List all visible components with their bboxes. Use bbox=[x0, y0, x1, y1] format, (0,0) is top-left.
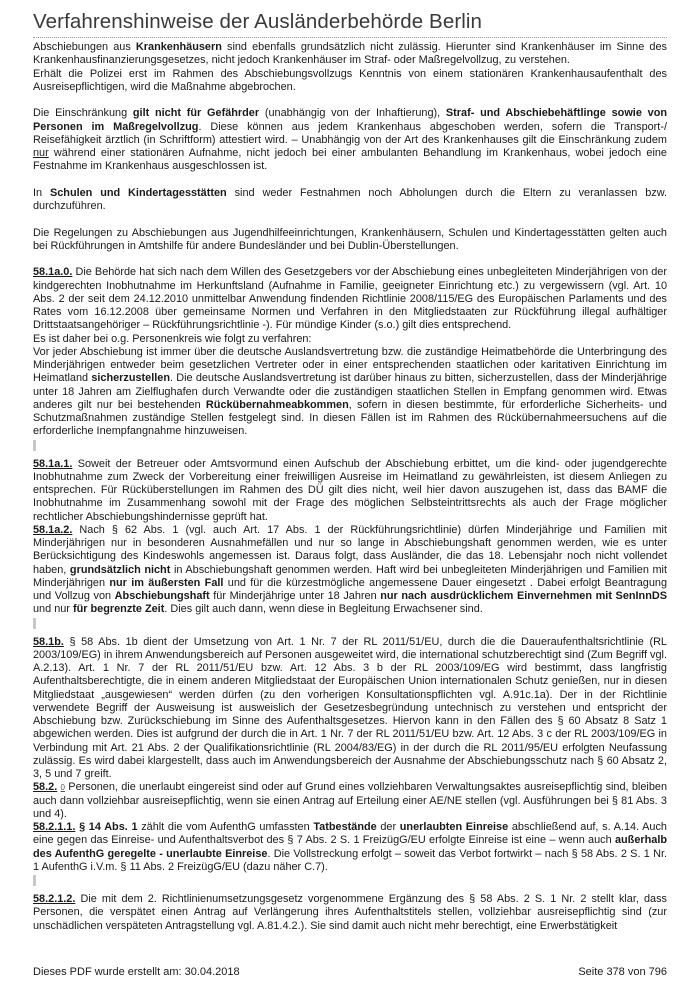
bold-text: gilt nicht für Gefährder bbox=[132, 107, 260, 120]
section-number: 58.2.1.2. bbox=[33, 893, 76, 905]
text-run: abschließend auf, s. A.14. Auch eine gegen das Einreise- und Aufenthaltsverbot des § 7 Abs. 2 S. 1 FreizügG/EU erfolgte Einreise ist eine – wenn auch bbox=[33, 821, 667, 847]
text-run: und nur bbox=[33, 603, 73, 616]
text-run: , sofern in diesen bestimmte, für erforderliche Sicherheits- und Schutzmaßnahmen zuständige Stellen festgelegt sind. In diesen Fällen ist im Rahmen des Rückübernahmeersuchens auf die erforderliche Inempfangnahme hinzuweisen. bbox=[33, 398, 667, 438]
bold-text: Abschiebungshaft bbox=[114, 590, 210, 602]
margin-marker bbox=[33, 618, 36, 629]
text-run: Die Behörde hat sich nach dem Willen des Gesetzgebers vor der Abschiebung eines unbegleiteten Minderjährigen von der kindgerechten Inobhutnahme im Herkunftsland (Aufnahme in Familie, geeigneter Einrichtung etc.) zu vergewissern (vgl. Art. 10 Abs. 2 der seit dem 24.12.2010 unmittelbar Anwendung findenden Richtlinie 2008/115/EG des Europäischen Parlaments und des Rates vom 16.12.2008 über gemeinsame Normen und Verfahren in den Mitgliedstaaten zur Rückführung illegal aufhältiger Drittstaatsangehöriger – Rückführungsrichtlinie -). Für mündige Kinder (s.o.) gilt dies entsprechend. bbox=[33, 266, 667, 332]
section-58-2-1-2 bbox=[33, 893, 667, 933]
text-run: Die Einschränkung bbox=[33, 107, 133, 120]
footer-created-date: Dieses PDF wurde erstellt am: 30.04.2018 bbox=[33, 966, 240, 978]
text-run: (unabhängig von der Inhaftierung), bbox=[259, 107, 446, 120]
text-run: sind weder Festnahmen noch Abholungen durch die Eltern zu veranlassen bzw. durchzuführen. bbox=[33, 186, 667, 212]
margin-marker bbox=[33, 875, 36, 886]
text-run: zählt die vom AufenthG umfassten bbox=[137, 821, 314, 833]
bold-text: sicherzustellen bbox=[91, 372, 170, 385]
text-run: der bbox=[376, 821, 400, 833]
title-divider bbox=[33, 37, 667, 38]
bold-text: Straf- und Abschiebehäftlinge sowie von Personen im Maßregelvollzug bbox=[33, 107, 667, 133]
text-run: Es ist daher bei o.g. Personenkreis wie folgt zu verfahren: bbox=[33, 332, 312, 345]
section-number: 58.2.1.1. bbox=[33, 821, 76, 833]
text-run: Die Regelungen zu Abschiebungen aus Jugendhilfeeinrichtungen, Krankenhäusern, Schulen und Kindertagesstätten gelten auch bei Rückführungen in Amtshilfe für andere Bundesländer und bei Dublin-Überstellungen. bbox=[33, 226, 667, 252]
text-run: Personen, die unerlaubt eingereist sind oder auf Grund eines vollziehbaren Verwaltungsaktes ausreisepflichtig sind, bleiben auch dann vollziehbar ausreisepflichtig, wenn sie einen Antrag auf Erteilung einer AE/NE stellen (vgl. Ausführungen bei § 81 Abs. 3 und 4). bbox=[33, 781, 667, 820]
paragraph bbox=[33, 187, 667, 214]
document-body bbox=[33, 41, 667, 933]
bold-text: Tatbestände bbox=[313, 821, 377, 833]
text-run: In bbox=[33, 186, 50, 199]
section-number: 58.2. bbox=[33, 781, 58, 794]
section-number: 58.1a.0. bbox=[33, 266, 73, 279]
section-58-1a-1 bbox=[33, 458, 667, 524]
page-title: Verfahrenshinweise der Ausländerbehörde Berlin bbox=[33, 10, 483, 33]
text-run: und für die kürzestmögliche angemessene Dauer eingesetzt . Dabei erfolgt Beantragung und Vollzug von bbox=[33, 576, 668, 602]
section-number: 58.1a.1. bbox=[33, 457, 73, 470]
bold-text: § 14 Abs. 1 bbox=[79, 821, 138, 833]
bold-text: für begrenzte Zeit bbox=[72, 603, 165, 616]
bold-text: nur nach ausdrücklichem Einvernehmen mit SenInnDS bbox=[380, 590, 667, 602]
bold-text: Krankenhäusern bbox=[135, 41, 222, 53]
bold-text: nur im äußersten Fall bbox=[109, 576, 224, 589]
section-number: 58.1b. bbox=[33, 635, 64, 648]
text-run: . Die deutsche Auslandsvertretung ist darüber hinaus zu bitten, sicherzustellen, dass der Minderjährige unter 18 Jahren am Zielflughafen durch Verwandte oder die zuständigen staatlichen Stellen in Empfang genommen wird. Etwas anderes gilt nur bei bestehenden bbox=[33, 372, 667, 411]
section-58-2-1-1 bbox=[33, 821, 667, 874]
bold-text: grundsätzlich nicht bbox=[69, 563, 171, 576]
text-run: in Abschiebungshaft genommen werden. Haft wird bei unbegleiteten Minderjährigen und Familien mit Minderjährigen bbox=[33, 563, 667, 589]
section-58-1b bbox=[33, 636, 667, 782]
section-58-2 bbox=[33, 781, 667, 821]
text-run: Abschiebungen aus bbox=[33, 41, 136, 53]
bold-text: unerlaubten Einreise bbox=[399, 821, 509, 833]
text-run: § 58 Abs. 1b dient der Umsetzung von Art. 1 Nr. 7 der RL 2011/51/EU, durch die die Daueraufenthaltsrichtlinie (RL 2003/109/EG) in ihrem Anwendungsbereich auf Personen ausgeweitet wird, die international schutzberechtigt sind (Zum Begriff vgl. A.2.13). Art. 1 Nr. 7 der RL 2011/51/EU bzw. Art. 12 Abs. 3 b der RL 2003/109/EG wird bestimmt, dass langfristig Aufenthaltsberechtigte, die in einem anderen Mitgliedstaat der Europäischen Union internationalen Schutz genießen, nur in diesen Mitgliedstaat „ausgewiesen“ werden dürfen (zu den vorherigen Konsultationspflichten vgl. A.91c.1a). Der in der Richtlinie verwendete Begriff der Ausweisung ist ausweislich der Gesetzesbegründung untechnisch zu verstehen und entspricht der Abschiebung bzw. Zurückschiebung im Sinne des Aufenthaltsgesetzes. Hiervon kann in den Fällen des § 60 Absatz 8 Satz 1 abgewichen werden. Dies ist aufgrund der durch die in Art. 1 Nr. 7 der RL 2011/51/EU bzw. Art. 12 Abs. 3 c der RL 2003/109/EG in Verbindung mit Art. 21 Abs. 2 der Qualifikationsrichtlinie (RL 2004/83/EG) in der durch die RL 2011/95/EU erfolgten Neufassung zulässig. Es wird dabei klargestellt, dass auch im Anwendungsbereich der Ausnahme der Abschiebungsschutz nach § 60 Absatz 2, 3, 5 und 7 greift. bbox=[33, 635, 667, 780]
text-run: Erhält die Polizei erst im Rahmen des Abschiebungsvollzugs Kenntnis von einem stationären Krankenhausaufenthalt des Ausreisepflichtigen, wird die Maßnahme abgebrochen. bbox=[33, 67, 667, 93]
bold-text: Schulen und Kindertagesstätten bbox=[49, 186, 227, 199]
footer-page-number: Seite 378 von 796 bbox=[578, 966, 667, 978]
section-number: 58.1a.2. bbox=[33, 523, 73, 536]
underlined-text: nur bbox=[33, 147, 49, 159]
text-run: Nach § 62 Abs. 1 (vgl. auch Art. 17 Abs. 1 der Rückführungsrichtlinie) dürfen Minderjährige und Familien mit Minderjährigen nur in besonderen Ausnahmefällen und nur so lange in Abschiebungshaft genommen werden, wie es unter Berücksichtigung des Kindeswohls angemessen ist. Daraus folgt, dass Ausländer, die das 18. Lebensjahr noch nicht vollendet haben, bbox=[33, 523, 667, 576]
text-run: während einer stationären Aufnahme, nicht jedoch bei einer ambulanten Behandlung im Krankenhaus, wobei jedoch eine Festnahme im Krankenhaus ausgeschlossen ist. bbox=[33, 147, 667, 173]
section-58-1a-2 bbox=[33, 524, 667, 617]
paragraph bbox=[33, 227, 667, 254]
text-run: Soweit der Betreuer oder Amtsvormund einen Aufschub der Abschiebung erbittet, um die kind- oder jugendgerechte Inobhutnahme zum Zweck der Vorbereitung einer freiwilligen Ausreise im Heimatland zu gewährleisten, ist diesem Anliegen zu entsprechen. Für Rücküberstellungen im Rahmen des DÜ gilt dies nicht, weil hier davon auszugehen ist, dass das BAMF die Inobhutnahme im Zusammenhang sowohl mit der Frage des möglichen Selbsteintrittsrechts als auch der Frage möglicher rechtlicher Abschiebungshindernisse geprüft hat. bbox=[33, 457, 667, 523]
margin-marker bbox=[33, 440, 36, 451]
section-58-1a-0 bbox=[33, 266, 667, 438]
text-run: Vor jeder Abschiebung ist immer über die deutsche Auslandsvertretung bzw. die zuständige Heimatbehörde die Unterbringung des Minderjährigen entweder beim gesetzlichen Vertreter oder in einer entsprechenden staatlichen oder karitativen Einrichtung im Heimatland bbox=[33, 345, 667, 385]
bold-text: Rückübernahmeabkommen bbox=[205, 398, 349, 411]
text-run: . Dies gilt auch dann, wenn diese in Begleitung Erwachsener sind. bbox=[164, 603, 483, 616]
text-run: für Minderjährige unter 18 Jahren bbox=[209, 590, 381, 602]
text-run: . Diese können aus jedem Krankenhaus abgeschoben werden, sofern die Transport-/ Reisefähigkeit ärztlich (in Schriftform) attestiert wird. – Unabhängig von der Art des Krankenhauses gilt die Einschränkung zudem bbox=[33, 120, 667, 146]
paragraph bbox=[33, 41, 667, 94]
footnote-marker: 0 bbox=[60, 783, 65, 793]
text-run: sind ebenfalls grundsätzlich nicht zulässig. Hierunter sind Krankenhäuser im Sinne des Krankenhausfinanzierungsgesetzes, nicht jedoch Krankenhäuser im Straf- oder Maßregelvollzug, zu verstehen. bbox=[33, 41, 667, 67]
text-run: Die mit dem 2. Richtlinienumsetzungsgesetz vorgenommene Ergänzung des § 58 Abs. 2 S. 1 Nr. 2 stellt klar, dass Personen, die verspätet einen Antrag auf Verlängerung ihres Aufenthaltstitels stellen, vollziehbar ausreisepflichtig sind (zur unschädlichen verspäteten Antragstellung vgl. A.81.4.2.). Sie sind damit auch nicht mehr berechtigt, eine Erwerbstätigkeit bbox=[33, 893, 667, 932]
text-run: . Die Vollstreckung erfolgt – soweit das Verbot fortwirkt – nach § 58 Abs. 2 S. 1 Nr. 1 AufenthG i.V.m. § 11 Abs. 2 FreizügG/EU (dazu näher C.7). bbox=[33, 847, 667, 873]
bold-text: außerhalb des AufenthG geregelte - unerlaubte Einreise bbox=[33, 834, 667, 860]
paragraph bbox=[33, 107, 667, 173]
